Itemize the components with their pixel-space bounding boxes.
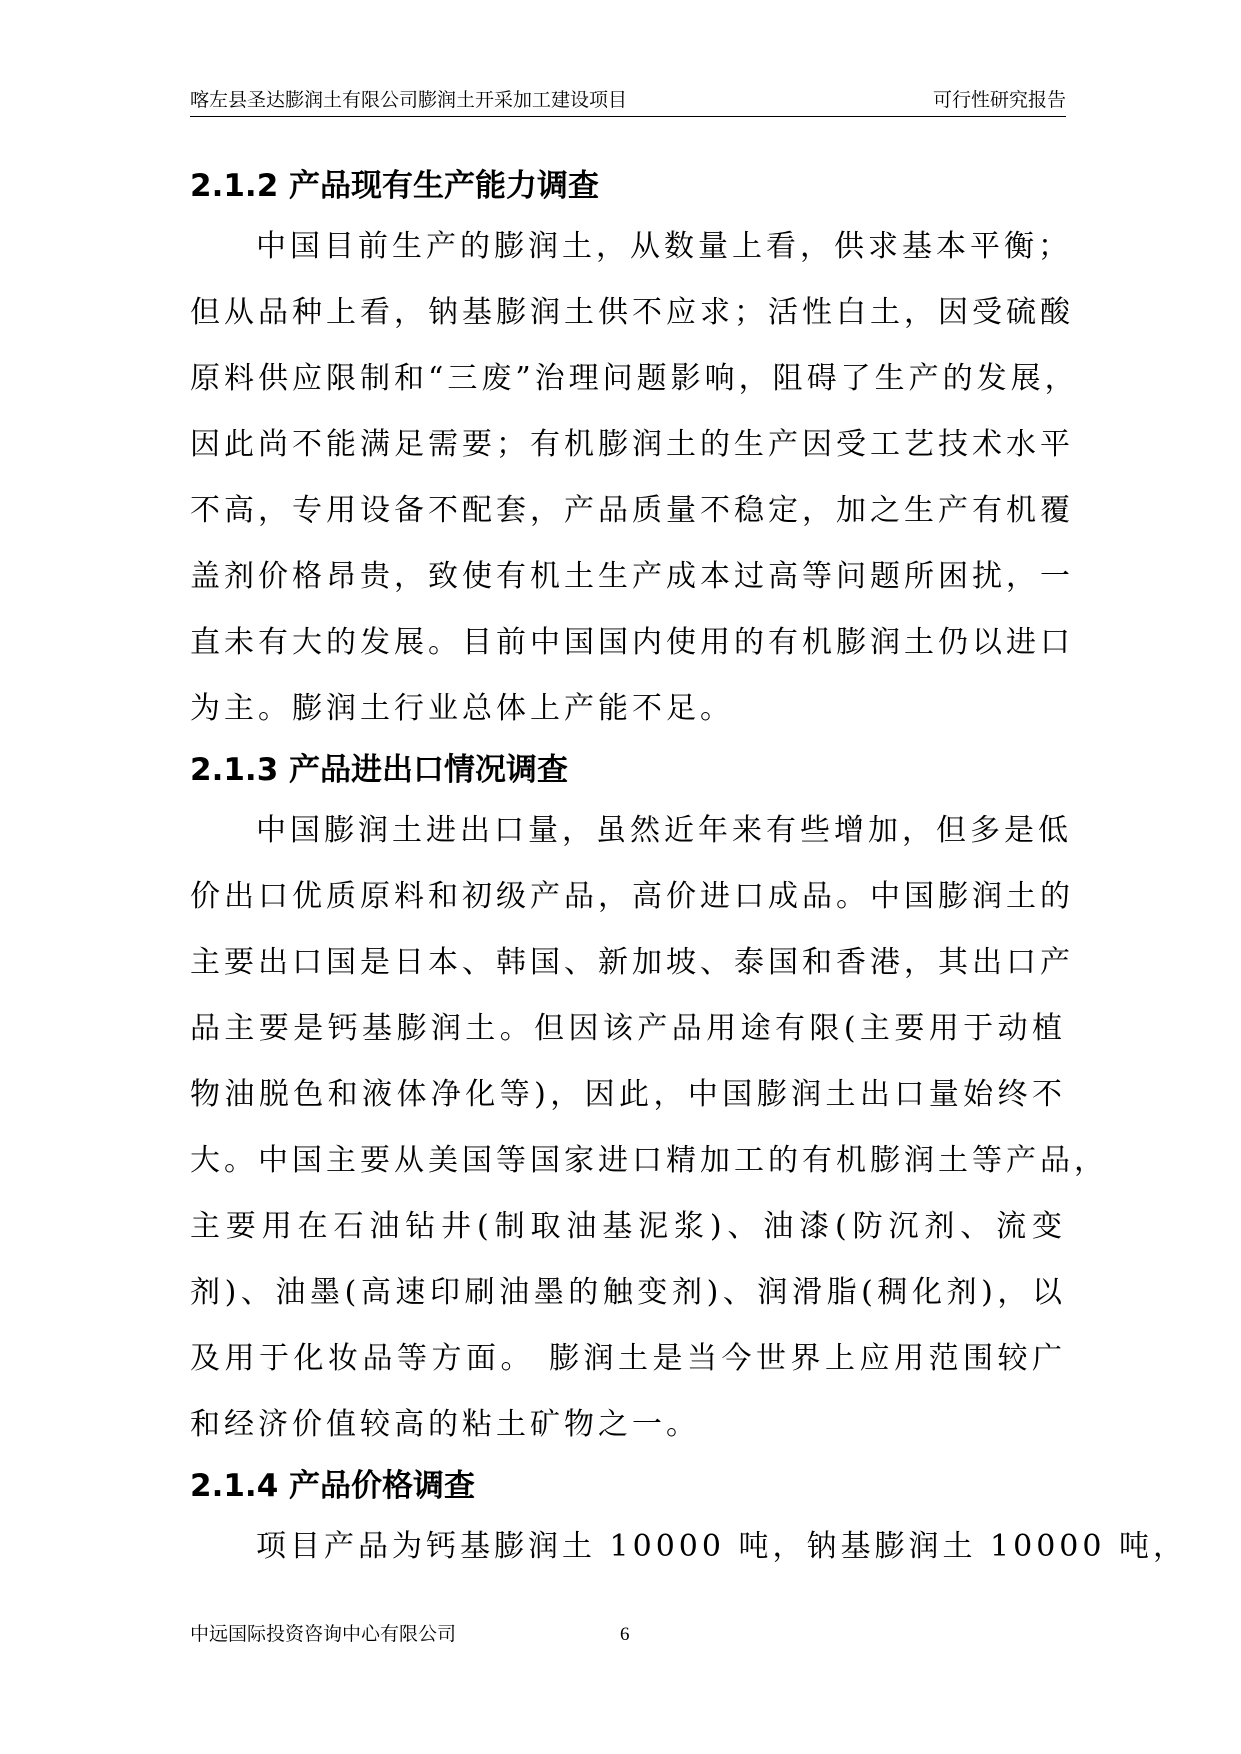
paragraph-line: 大。中国主要从美国等国家进口精加工的有机膨润土等产品， [190,1143,1108,1178]
paragraph-line: 和经济价值较高的粘土矿物之一。 [190,1407,700,1442]
section-heading: 2.1.4 产品价格调查 [190,1468,476,1504]
paragraph-line: 直未有大的发展。目前中国国内使用的有机膨润土仍以进口 [190,625,1074,660]
page-content [190,158,1188,1580]
paragraph-line: 中国膨润土进出口量，虽然近年来有些增加，但多是低 [256,813,1072,848]
paragraph-line: 但从品种上看，钠基膨润土供不应求；活性白土，因受硫酸 [190,295,1074,330]
footer-company: 中远国际投资咨询中心有限公司 [190,1624,457,1645]
header-project-title: 喀左县圣达膨润土有限公司膨润土开采加工建设项目 [190,90,628,111]
paragraph-line: 盖剂价格昂贵，致使有机土生产成本过高等问题所困扰，一 [190,559,1074,594]
paragraph-line: 为主。膨润土行业总体上产能不足。 [190,691,734,726]
page-number: 6 [620,1624,630,1645]
page-header [190,86,1066,117]
paragraph-line: 及用于化妆品等方面。 膨润土是当今世界上应用范围较广 [190,1341,1066,1376]
section-heading: 2.1.2 产品现有生产能力调查 [190,168,600,204]
section-heading: 2.1.3 产品进出口情况调查 [190,752,569,788]
paragraph-line: 不高，专用设备不配套，产品质量不稳定，加之生产有机覆 [190,493,1074,528]
paragraph-line: 剂)、油墨(高速印刷油墨的触变剂)、润滑脂(稠化剂)，以 [190,1275,1066,1310]
paragraph-line: 因此尚不能满足需要；有机膨润土的生产因受工艺技术水平 [190,427,1074,462]
paragraph-line: 品主要是钙基膨润土。但因该产品用途有限(主要用于动植 [190,1011,1066,1046]
section-paragraph [190,1514,1188,1580]
section-paragraph [190,798,1108,1458]
paragraph-line: 主要用在石油钻井(制取油基泥浆)、油漆(防沉剂、流变 [190,1209,1066,1244]
paragraph-line: 项目产品为钙基膨润土 10000 吨，钠基膨润土 10000 吨， [256,1529,1188,1564]
paragraph-line: 中国目前生产的膨润土，从数量上看，供求基本平衡； [256,229,1072,264]
section-paragraph [190,214,1079,742]
page-footer [190,1620,1066,1650]
header-report-type: 可行性研究报告 [932,90,1066,111]
paragraph-line: 原料供应限制和“三废”治理问题影响，阻碍了生产的发展， [190,361,1079,396]
paragraph-line: 价出口优质原料和初级产品，高价进口成品。中国膨润土的 [190,879,1074,914]
paragraph-line: 主要出口国是日本、韩国、新加坡、泰国和香港，其出口产 [190,945,1074,980]
paragraph-line: 物油脱色和液体净化等)，因此，中国膨润土出口量始终不 [190,1077,1066,1112]
